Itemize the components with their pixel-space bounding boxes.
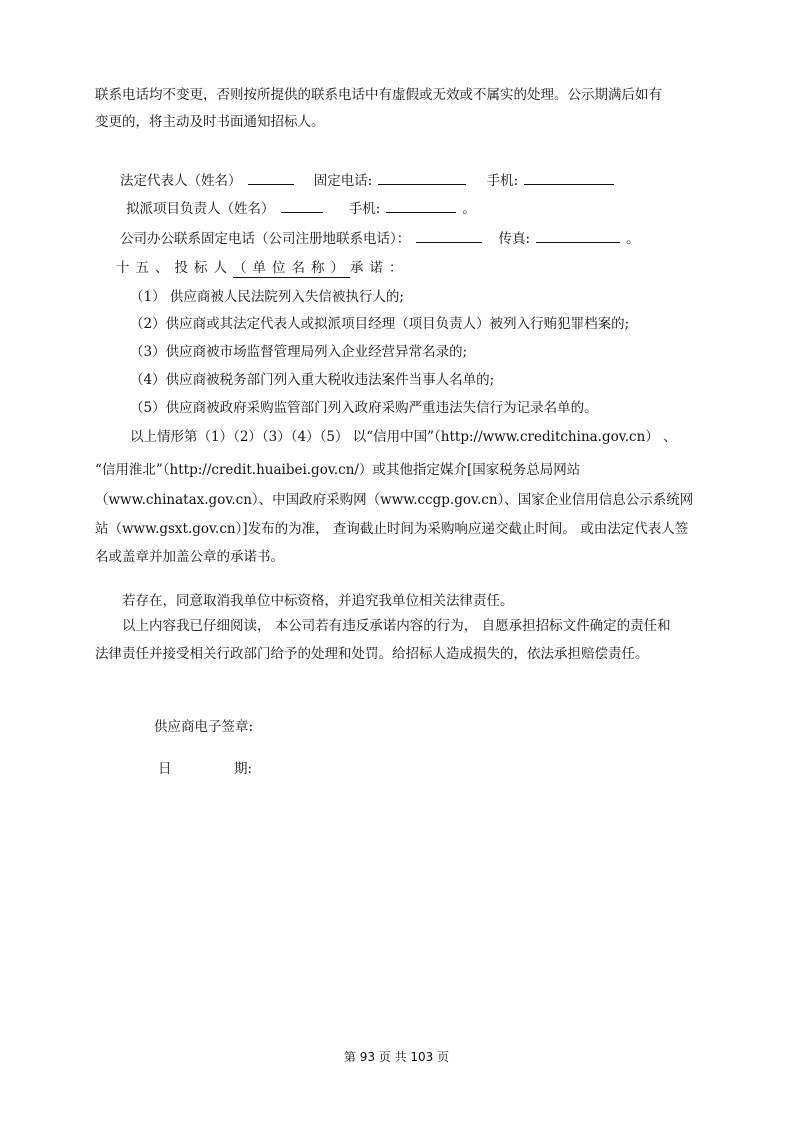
- date-label-a: 日: [158, 761, 172, 777]
- para-line-1: 以上情形第（1）（2）（3）（4）（5） 以“信用中国”（http://www.creditchina.gov.cn） 、: [130, 429, 677, 445]
- section-15-suffix: 承诺：: [350, 260, 409, 276]
- pm-blank: [281, 200, 323, 213]
- section-15-unit: （单位名称）: [233, 260, 350, 276]
- mobile-blank-1: [524, 172, 614, 185]
- intro-line-2: 变更的，将主动及时书面通知招标人。: [95, 114, 325, 130]
- list-item: （5）供应商被政府采购监管部门列入政府采购严重违法失信行为记录名单的。: [130, 400, 598, 416]
- section-15-prefix: 十五、投标人: [116, 260, 233, 276]
- signature-label: 供应商电子签章:: [154, 719, 254, 735]
- closing-line-2: 以上内容我已仔细阅读， 本公司若有违反承诺内容的行为， 自愿承担招标文件确定的责任和: [122, 618, 671, 634]
- section-15-heading: [116, 259, 409, 277]
- fax-blank: [536, 230, 620, 243]
- office-phone-blank: [416, 230, 482, 243]
- office-phone-row: [120, 230, 640, 248]
- fax-label: 传真:: [498, 231, 531, 247]
- mobile-label-1: 手机:: [486, 173, 519, 189]
- legal-rep-blank: [248, 172, 294, 185]
- fixed-phone-blank: [378, 172, 466, 185]
- office-phone-label: 公司办公联系固定电话（公司注册地联系电话）：: [120, 231, 411, 247]
- pm-end-mark: 。: [462, 201, 476, 217]
- date-label-b: 期:: [234, 761, 253, 777]
- fixed-phone-label: 固定电话:: [313, 173, 373, 189]
- closing-line-3: 法律责任并接受相关行政部门给予的处理和处罚。给招标人造成损失的，依法承担赔偿责任。: [95, 646, 649, 662]
- closing-line-1: 若存在，同意取消我单位中标资格，并追究我单位相关法律责任。: [122, 593, 514, 609]
- para-line-5: 名或盖章并加盖公章的承诺书。: [95, 549, 284, 565]
- pm-row: [126, 200, 476, 218]
- mobile-blank-2: [386, 200, 456, 213]
- fax-end-mark: 。: [626, 231, 640, 247]
- list-item: （2）供应商或其法定代表人或拟派项目经理（项目负责人）被列入行贿犯罪档案的;: [130, 316, 630, 332]
- list-item: （4）供应商被税务部门列入重大税收违法案件当事人名单的;: [130, 372, 495, 388]
- para-line-2: “信用淮北”（http://credit.huaibei.gov.cn/）或其他指定媒介[国家税务总局网站: [95, 462, 581, 478]
- para-line-4: 站（www.gsxt.gov.cn）]发布的为准， 查询截止时间为采购响应递交截止时间。 或由法定代表人签: [95, 521, 689, 537]
- page-footer: 第 93 页 共 103 页: [343, 1050, 450, 1064]
- para-line-3: （www.chinatax.gov.cn）、中国政府采购网（www.ccgp.gov.cn）、国家企业信用信息公示系统网: [95, 492, 694, 508]
- legal-rep-label: 法定代表人（姓名）: [120, 173, 242, 189]
- pm-label: 拟派项目负责人（姓名）: [126, 201, 275, 217]
- list-item: （3）供应商被市场监督管理局列入企业经营异常名录的;: [130, 344, 468, 360]
- legal-rep-row: [120, 172, 620, 190]
- list-item: （1） 供应商被人民法院列入失信被执行人的;: [130, 289, 404, 305]
- intro-line-1: 联系电话均不变更，否则按所提供的联系电话中有虚假或无效或不属实的处理。公示期满后如有: [95, 87, 662, 103]
- mobile-label-2: 手机:: [348, 201, 381, 217]
